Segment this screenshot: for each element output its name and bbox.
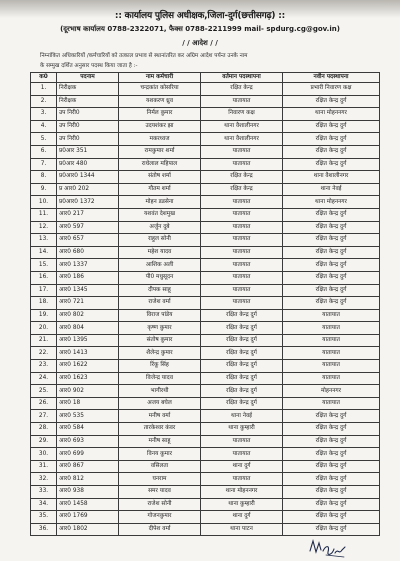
current-posting-cell: रक्षित केन्द्र bbox=[201, 83, 283, 96]
employee-name-cell: गौतम शर्मा bbox=[119, 183, 201, 196]
column-header-serial: क0 bbox=[31, 73, 57, 83]
current-posting-cell: थाना पाटन bbox=[201, 523, 283, 536]
table-row bbox=[31, 448, 380, 461]
employee-name-cell: राहुल सोनी bbox=[119, 234, 201, 247]
table-row bbox=[31, 460, 380, 473]
table-body bbox=[31, 83, 380, 536]
new-posting-cell: प्रभारी निवारण कक्ष bbox=[283, 83, 380, 96]
designation-cell: उप निरी0 bbox=[57, 133, 119, 146]
designation-cell: निरीक्षक bbox=[57, 83, 119, 96]
current-posting-cell: थाना दुर्ग bbox=[201, 511, 283, 524]
table-row bbox=[31, 410, 380, 423]
employee-name-cell: शैलेन्द्र कुमार bbox=[119, 347, 201, 360]
table-row bbox=[31, 498, 380, 511]
table-row bbox=[31, 334, 380, 347]
employee-name-cell: राजेश वर्मा bbox=[119, 297, 201, 310]
serial-cell: 6. bbox=[31, 145, 57, 158]
employee-name-cell: चन्द्रकांत कोसरिया bbox=[119, 83, 201, 96]
new-posting-cell: रक्षित केन्द्र दुर्ग bbox=[283, 498, 380, 511]
serial-cell: 3. bbox=[31, 108, 57, 121]
designation-cell: आर0 721 bbox=[57, 297, 119, 310]
new-posting-cell: थाना वैशालीनगर bbox=[283, 171, 380, 184]
new-posting-cell: रक्षित केन्द्र दुर्ग bbox=[283, 208, 380, 221]
new-posting-cell: रक्षित केन्द्र दुर्ग bbox=[283, 221, 380, 234]
table-row bbox=[31, 322, 380, 335]
table-row bbox=[31, 158, 380, 171]
serial-cell: 23. bbox=[31, 360, 57, 373]
employee-name-cell: रिंकू सिंह bbox=[119, 360, 201, 373]
table-row bbox=[31, 486, 380, 499]
new-posting-cell: रक्षित केन्द्र दुर्ग bbox=[283, 133, 380, 146]
table-row bbox=[31, 385, 380, 398]
employee-name-cell: पी0 मधुसूदन bbox=[119, 271, 201, 284]
serial-cell: 14. bbox=[31, 246, 57, 259]
designation-cell: आर0 867 bbox=[57, 460, 119, 473]
table-row bbox=[31, 360, 380, 373]
office-contact-line: (दूरभाष कार्यालय 0788-2322071, फैक्स 0788-2211999 mail- spdurg.cg@gov.in) bbox=[60, 25, 340, 33]
intro-line-2: के सम्मुख दर्शित अनुसार पदस्थ किया जाता है :- bbox=[40, 62, 138, 69]
designation-cell: आर0 680 bbox=[57, 246, 119, 259]
serial-cell: 13. bbox=[31, 234, 57, 247]
serial-cell: 18. bbox=[31, 297, 57, 310]
new-posting-cell: रक्षित केन्द्र दुर्ग bbox=[283, 410, 380, 423]
column-header-current-posting: वर्तमान पदस्थापना bbox=[201, 73, 283, 83]
serial-cell: 4. bbox=[31, 120, 57, 133]
current-posting-cell: यातायात bbox=[201, 473, 283, 486]
designation-cell: आर0 18 bbox=[57, 397, 119, 410]
new-posting-cell: रक्षित केन्द्र दुर्ग bbox=[283, 95, 380, 108]
office-title: :: कार्यालय पुलिस अधीक्षक,जिला-दुर्ग(छत्तीसगढ़) :: bbox=[114, 11, 286, 21]
serial-cell: 36. bbox=[31, 523, 57, 536]
designation-cell: प्र आर0 202 bbox=[57, 183, 119, 196]
table-row bbox=[31, 234, 380, 247]
serial-cell: 28. bbox=[31, 423, 57, 436]
serial-cell: 8. bbox=[31, 171, 57, 184]
employee-name-cell: विजेन्द्र यादव bbox=[119, 372, 201, 385]
designation-cell: आर0 699 bbox=[57, 448, 119, 461]
employee-name-cell: संतोष कुमार bbox=[119, 334, 201, 347]
intro-paragraph bbox=[40, 52, 380, 71]
table-row bbox=[31, 133, 380, 146]
table-row bbox=[31, 83, 380, 96]
designation-cell: आर0 1623 bbox=[57, 372, 119, 385]
table-header-row bbox=[31, 73, 380, 83]
current-posting-cell: रक्षित केन्द्र दुर्ग bbox=[201, 397, 283, 410]
current-posting-cell: यातायात bbox=[201, 95, 283, 108]
current-posting-cell: रक्षित केन्द्र दुर्ग bbox=[201, 322, 283, 335]
current-posting-cell: थाना कुम्हारी bbox=[201, 423, 283, 436]
column-header-new-posting: नवीन पदस्थापना bbox=[283, 73, 380, 83]
new-posting-cell: रक्षित केन्द्र दुर्ग bbox=[283, 473, 380, 486]
employee-name-cell: मोहन डडसेना bbox=[119, 196, 201, 209]
new-posting-cell: रक्षित केन्द्र दुर्ग bbox=[283, 259, 380, 272]
new-posting-cell: रक्षित केन्द्र दुर्ग bbox=[283, 246, 380, 259]
current-posting-cell: यातायात bbox=[201, 234, 283, 247]
designation-cell: आर0 535 bbox=[57, 410, 119, 423]
employee-name-cell: मकरध्वज bbox=[119, 133, 201, 146]
designation-cell: आर0 1345 bbox=[57, 284, 119, 297]
designation-cell: आर0 217 bbox=[57, 208, 119, 221]
new-posting-cell: रक्षित केन्द्र दुर्ग bbox=[283, 158, 380, 171]
employee-name-cell: राजेश सोनी bbox=[119, 498, 201, 511]
new-posting-cell: रक्षित केन्द्र दुर्ग bbox=[283, 523, 380, 536]
serial-cell: 25. bbox=[31, 385, 57, 398]
table-row bbox=[31, 259, 380, 272]
table-row bbox=[31, 435, 380, 448]
new-posting-cell: यातायात bbox=[283, 397, 380, 410]
employee-name-cell: भागीरथी bbox=[119, 385, 201, 398]
table-row bbox=[31, 108, 380, 121]
serial-cell: 2. bbox=[31, 95, 57, 108]
serial-cell: 32. bbox=[31, 473, 57, 486]
designation-cell: आर0 1395 bbox=[57, 334, 119, 347]
current-posting-cell: थाना नेवई bbox=[201, 410, 283, 423]
current-posting-cell: यातायात bbox=[201, 297, 283, 310]
designation-cell: आर0 597 bbox=[57, 221, 119, 234]
current-posting-cell: यातायात bbox=[201, 196, 283, 209]
serial-cell: 22. bbox=[31, 347, 57, 360]
serial-cell: 33. bbox=[31, 486, 57, 499]
current-posting-cell: यातायात bbox=[201, 221, 283, 234]
serial-cell: 11. bbox=[31, 208, 57, 221]
order-heading: / / आदेश / / bbox=[182, 39, 218, 47]
serial-cell: 27. bbox=[31, 410, 57, 423]
designation-cell: आर0 1802 bbox=[57, 523, 119, 536]
current-posting-cell: निवारण कक्ष bbox=[201, 108, 283, 121]
new-posting-cell: यातायात bbox=[283, 309, 380, 322]
designation-cell: आर0 693 bbox=[57, 435, 119, 448]
current-posting-cell: थाना मोहननगर bbox=[201, 486, 283, 499]
employee-name-cell: अर्जुन दुबे bbox=[119, 221, 201, 234]
new-posting-cell: रक्षित केन्द्र दुर्ग bbox=[283, 460, 380, 473]
serial-cell: 1. bbox=[31, 83, 57, 96]
designation-cell: आर0 1622 bbox=[57, 360, 119, 373]
new-posting-cell: थाना मोहननगर bbox=[283, 196, 380, 209]
serial-cell: 7. bbox=[31, 158, 57, 171]
current-posting-cell: यातायात bbox=[201, 435, 283, 448]
serial-cell: 24. bbox=[31, 372, 57, 385]
designation-cell: आर0 1769 bbox=[57, 511, 119, 524]
serial-cell: 26. bbox=[31, 397, 57, 410]
designation-cell: प्र0आर0 1372 bbox=[57, 196, 119, 209]
serial-cell: 10. bbox=[31, 196, 57, 209]
current-posting-cell: यातायात bbox=[201, 145, 283, 158]
designation-cell: उप निरी0 bbox=[57, 108, 119, 121]
new-posting-cell: रक्षित केन्द्र दुर्ग bbox=[283, 297, 380, 310]
serial-cell: 31. bbox=[31, 460, 57, 473]
designation-cell: आर0 186 bbox=[57, 271, 119, 284]
employee-name-cell: दीपक साहू bbox=[119, 284, 201, 297]
current-posting-cell: थाना कुम्हारी bbox=[201, 498, 283, 511]
employee-name-cell: अजय बघेल bbox=[119, 397, 201, 410]
serial-cell: 34. bbox=[31, 498, 57, 511]
new-posting-cell: रक्षित केन्द्र दुर्ग bbox=[283, 448, 380, 461]
table-row bbox=[31, 473, 380, 486]
designation-cell: आर0 584 bbox=[57, 423, 119, 436]
new-posting-cell: रक्षित केन्द्र दुर्ग bbox=[283, 435, 380, 448]
table-row bbox=[31, 523, 380, 536]
employee-name-cell: यशकरण ध्रुव bbox=[119, 95, 201, 108]
serial-cell: 12. bbox=[31, 221, 57, 234]
serial-cell: 17. bbox=[31, 284, 57, 297]
table-row bbox=[31, 271, 380, 284]
employee-name-cell: दीपेश वर्मा bbox=[119, 523, 201, 536]
designation-cell: आर0 938 bbox=[57, 486, 119, 499]
table-row bbox=[31, 372, 380, 385]
current-posting-cell: थाना वैशालीनगर bbox=[201, 133, 283, 146]
employee-name-cell: वसिलता bbox=[119, 460, 201, 473]
new-posting-cell: मोहननगर bbox=[283, 385, 380, 398]
serial-cell: 21. bbox=[31, 334, 57, 347]
employee-name-cell: निर्मल कुमार bbox=[119, 108, 201, 121]
new-posting-cell: रक्षित केन्द्र दुर्ग bbox=[283, 511, 380, 524]
table-row bbox=[31, 423, 380, 436]
designation-cell: आर0 1337 bbox=[57, 259, 119, 272]
table-row bbox=[31, 246, 380, 259]
table-row bbox=[31, 511, 380, 524]
table-row bbox=[31, 171, 380, 184]
designation-cell: प्र0आर 351 bbox=[57, 145, 119, 158]
current-posting-cell: यातायात bbox=[201, 284, 283, 297]
current-posting-cell: रक्षित केन्द्र bbox=[201, 183, 283, 196]
current-posting-cell: थाना दुर्ग bbox=[201, 460, 283, 473]
current-posting-cell: रक्षित केन्द्र दुर्ग bbox=[201, 334, 283, 347]
new-posting-cell: रक्षित केन्द्र दुर्ग bbox=[283, 271, 380, 284]
current-posting-cell: रक्षित केन्द्र दुर्ग bbox=[201, 309, 283, 322]
table-row bbox=[31, 309, 380, 322]
table-row bbox=[31, 196, 380, 209]
serial-cell: 20. bbox=[31, 322, 57, 335]
table-row bbox=[31, 95, 380, 108]
employee-name-cell: गोजनकुमार bbox=[119, 511, 201, 524]
serial-cell: 30. bbox=[31, 448, 57, 461]
current-posting-cell: यातायात bbox=[201, 271, 283, 284]
current-posting-cell: रक्षित केन्द्र दुर्ग bbox=[201, 385, 283, 398]
employee-name-cell: समर यादव bbox=[119, 486, 201, 499]
new-posting-cell: रक्षित केन्द्र दुर्ग bbox=[283, 423, 380, 436]
new-posting-cell: यातायात bbox=[283, 322, 380, 335]
employee-name-cell: राधेलाल महिपाल bbox=[119, 158, 201, 171]
designation-cell: आर0 1458 bbox=[57, 498, 119, 511]
intro-line-1: निम्नांकित अधिकारियों /कर्मचारियों को तत्काल प्रभाव से स्थानांतरित कर अग्रिम आदेश पर्यन्त उनके नाम bbox=[40, 53, 248, 59]
serial-cell: 19. bbox=[31, 309, 57, 322]
new-posting-cell: रक्षित केन्द्र दुर्ग bbox=[283, 120, 380, 133]
employee-name-cell: आशिक अली bbox=[119, 259, 201, 272]
column-header-designation: पदनाम bbox=[57, 73, 119, 83]
serial-cell: 16. bbox=[31, 271, 57, 284]
table-row bbox=[31, 284, 380, 297]
employee-name-cell: विनय कुमार bbox=[119, 448, 201, 461]
designation-cell: आर0 804 bbox=[57, 322, 119, 335]
serial-cell: 5. bbox=[31, 133, 57, 146]
new-posting-cell: थाना नेवई bbox=[283, 183, 380, 196]
current-posting-cell: यातायात bbox=[201, 259, 283, 272]
table-row bbox=[31, 397, 380, 410]
serial-cell: 9. bbox=[31, 183, 57, 196]
designation-cell: आर0 812 bbox=[57, 473, 119, 486]
designation-cell: आर0 802 bbox=[57, 309, 119, 322]
serial-cell: 15. bbox=[31, 259, 57, 272]
new-posting-cell: यातायात bbox=[283, 360, 380, 373]
designation-cell: प्र0आर0 1344 bbox=[57, 171, 119, 184]
employee-name-cell: उदयशंकर झा bbox=[119, 120, 201, 133]
current-posting-cell: रक्षित केन्द्र दुर्ग bbox=[201, 372, 283, 385]
employee-name-cell: रामकुमार शर्मा bbox=[119, 145, 201, 158]
signature-scribble bbox=[308, 535, 348, 559]
designation-cell: आर0 902 bbox=[57, 385, 119, 398]
current-posting-cell: थाना वैशालीनगर bbox=[201, 120, 283, 133]
table-row bbox=[31, 145, 380, 158]
table-row bbox=[31, 221, 380, 234]
employee-name-cell: तारकेश्वर कंवर bbox=[119, 423, 201, 436]
employee-name-cell: महेश यादव bbox=[119, 246, 201, 259]
current-posting-cell: यातायात bbox=[201, 246, 283, 259]
employee-name-cell: मनीष वर्मा bbox=[119, 410, 201, 423]
new-posting-cell: रक्षित केन्द्र दुर्ग bbox=[283, 145, 380, 158]
new-posting-cell: रक्षित केन्द्र दुर्ग bbox=[283, 486, 380, 499]
designation-cell: निरीक्षक bbox=[57, 95, 119, 108]
employee-name-cell: मनीष साहू bbox=[119, 435, 201, 448]
employee-name-cell: यशवंत देशमुख bbox=[119, 208, 201, 221]
table-row bbox=[31, 347, 380, 360]
serial-cell: 29. bbox=[31, 435, 57, 448]
new-posting-cell: यातायात bbox=[283, 372, 380, 385]
table-row bbox=[31, 183, 380, 196]
new-posting-cell: यातायात bbox=[283, 334, 380, 347]
current-posting-cell: यातायात bbox=[201, 448, 283, 461]
table-row bbox=[31, 208, 380, 221]
designation-cell: आर0 1413 bbox=[57, 347, 119, 360]
current-posting-cell: यातायात bbox=[201, 208, 283, 221]
employee-name-cell: कृष्ण कुमार bbox=[119, 322, 201, 335]
current-posting-cell: यातायात bbox=[201, 158, 283, 171]
current-posting-cell: रक्षित केन्द्र bbox=[201, 171, 283, 184]
designation-cell: प्र0आर 480 bbox=[57, 158, 119, 171]
new-posting-cell: रक्षित केन्द्र दुर्ग bbox=[283, 234, 380, 247]
column-header-employee-name: नाम कर्मचारी bbox=[119, 73, 201, 83]
new-posting-cell: यातायात bbox=[283, 347, 380, 360]
employee-name-cell: घनराम bbox=[119, 473, 201, 486]
designation-cell: आर0 657 bbox=[57, 234, 119, 247]
employee-name-cell: संतोष शर्मा bbox=[119, 171, 201, 184]
new-posting-cell: थाना मोहननगर bbox=[283, 108, 380, 121]
transfer-table bbox=[30, 72, 380, 536]
serial-cell: 35. bbox=[31, 511, 57, 524]
current-posting-cell: रक्षित केन्द्र दुर्ग bbox=[201, 347, 283, 360]
employee-name-cell: विराज पांडेय bbox=[119, 309, 201, 322]
table-row bbox=[31, 120, 380, 133]
new-posting-cell: रक्षित केन्द्र दुर्ग bbox=[283, 284, 380, 297]
current-posting-cell: रक्षित केन्द्र दुर्ग bbox=[201, 360, 283, 373]
table-row bbox=[31, 297, 380, 310]
designation-cell: उप निरी0 bbox=[57, 120, 119, 133]
